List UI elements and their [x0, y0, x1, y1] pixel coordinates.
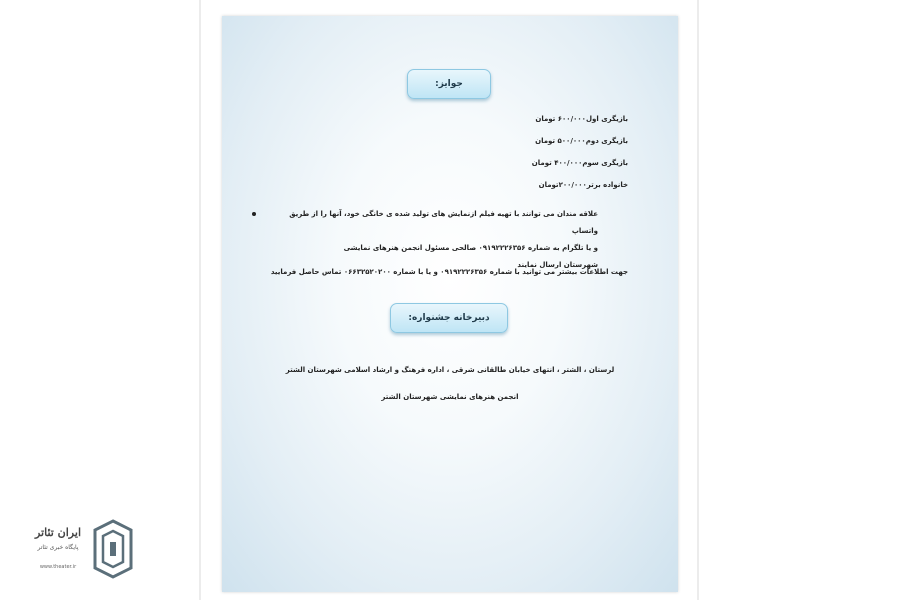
prizes-heading-text: جوایز: — [435, 79, 463, 89]
document-page — [222, 16, 678, 592]
prize-item: بازیگری اول۶۰۰/۰۰۰ تومان — [535, 115, 628, 123]
watermark-subtitle: پایگاه خبری تئاتر — [37, 544, 79, 551]
bullet-icon — [252, 212, 256, 216]
submission-note — [278, 206, 598, 274]
submission-line: شهرستان ارسال نمایند — [517, 261, 598, 269]
prize-item: خانواده برتر۲۰۰/۰۰۰تومان — [538, 181, 628, 189]
submission-line: علاقه مندان می توانند با تهیه فیلم ازنمایش های تولید شده ی خانگی خود، آنها را از طریق واتساپ — [289, 210, 598, 235]
organization-text: انجمن هنرهای نمایشی شهرستان الشتر — [381, 393, 519, 401]
watermark-name: ایران تئاتر — [34, 526, 81, 539]
viewer-frame-left — [199, 0, 201, 600]
watermark-url: www.theater.ir — [39, 564, 77, 570]
prize-list — [532, 108, 628, 196]
watermark-logo — [27, 518, 137, 580]
submission-line: و یا تلگرام به شماره ۰۹۱۹۲۲۲۶۳۵۶ صالحی مسئول انجمن هنرهای نمایشی — [343, 244, 598, 252]
contact-info: جهت اطلاعات بیشتر می توانید با شماره ۰۹۱۹۲۲۲۶۳۵۶ و یا با شماره ۰۶۶۳۲۵۲۰۲۰۰ تماس حاصل فرمایید — [270, 268, 628, 276]
viewer-frame-right — [697, 0, 699, 600]
prize-item: بازیگری سوم۴۰۰/۰۰۰ تومان — [531, 159, 628, 167]
secretariat-heading — [390, 303, 508, 333]
prizes-heading — [407, 69, 491, 99]
address-text: لرستان ، الشتر ، انتهای خیابان طالقانی شرقی ، اداره فرهنگ و ارشاد اسلامی شهرستان الشتر — [285, 366, 615, 374]
secretariat-heading-text: دبیرخانه جشنواره: — [408, 313, 490, 323]
prize-item: بازیگری دوم۵۰۰/۰۰۰ تومان — [535, 137, 628, 145]
theater-emblem-icon — [89, 518, 137, 580]
